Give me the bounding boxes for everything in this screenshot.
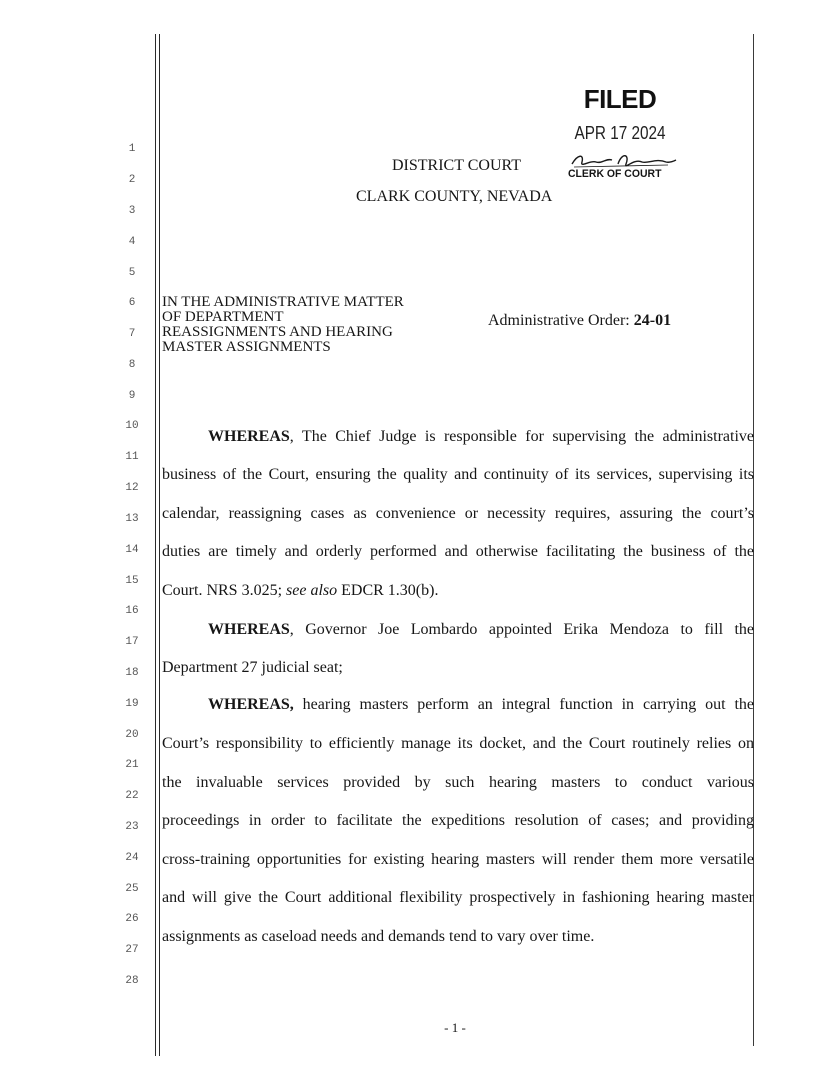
paragraph-2-line: Department 27 judicial seat; (162, 659, 343, 676)
line-number: 18 (125, 667, 139, 679)
clerk-of-court-label: CLERK OF COURT (568, 168, 662, 180)
line-number: 27 (125, 944, 139, 956)
case-caption (162, 295, 462, 355)
filed-stamp (555, 84, 685, 144)
county-name: CLARK COUNTY, NEVADA (356, 188, 553, 205)
line-number: 21 (125, 759, 139, 771)
caption-line: OF DEPARTMENT (162, 309, 284, 325)
line-number: 8 (128, 359, 136, 371)
line-number: 3 (128, 205, 136, 217)
order-number: 24-01 (633, 312, 672, 329)
line-number: 13 (125, 513, 139, 525)
line-number: 25 (125, 883, 139, 895)
paragraph-1-line: business of the Court, ensuring the quality and continuity of its services, supervising its (162, 466, 754, 483)
text-run: hearing masters perform an integral function in carrying out the (293, 696, 754, 713)
line-number: 1 (128, 143, 136, 155)
paragraph-1-line (162, 582, 754, 600)
line-number: 12 (125, 482, 139, 494)
left-margin-rule (155, 34, 156, 1056)
court-name: DISTRICT COURT (392, 157, 521, 174)
paragraph-3-line (162, 696, 754, 714)
paragraph-3-line: cross-training opportunities for existing hearing masters will render them more versatile (162, 851, 754, 868)
filed-date: APR 17 2024 (574, 123, 666, 143)
line-number: 17 (125, 636, 139, 648)
text-run: , The Chief Judge is responsible for supervising the administrative (289, 428, 754, 445)
line-number: 19 (125, 698, 139, 710)
paragraph-1-line: duties are timely and orderly performed and otherwise facilitating the business of the (162, 543, 754, 560)
italic-citation: see also (286, 582, 338, 599)
paragraph-3-line: assignments as caseload needs and demands tend to vary over time. (162, 928, 595, 945)
paragraph-1-line (162, 428, 754, 446)
paragraph-2-line (162, 621, 754, 639)
paragraph-3-line: Court’s responsibility to efficiently manage its docket, and the Court routinely relies on (162, 735, 754, 752)
line-number: 20 (125, 729, 139, 741)
line-number: 5 (128, 267, 136, 279)
line-number: 2 (128, 174, 136, 186)
left-margin-rule-inner (159, 34, 160, 1056)
caption-line: IN THE ADMINISTRATIVE MATTER (162, 294, 404, 310)
order-label: Administrative Order: (488, 312, 630, 329)
paragraph-3-line: the invaluable services provided by such hearing masters to conduct various (162, 774, 754, 791)
whereas-lead: WHEREAS (208, 621, 290, 638)
text-run: , Governor Joe Lombardo appointed Erika Mendoza to fill the (289, 621, 754, 638)
line-number: 11 (125, 451, 139, 463)
paragraph-3-line: and will give the Court additional flexibility prospectively in fashioning hearing master (162, 889, 754, 906)
line-number: 6 (128, 297, 136, 309)
caption-line: REASSIGNMENTS AND HEARING (162, 324, 393, 340)
line-number: 4 (128, 236, 136, 248)
line-number: 22 (125, 790, 139, 802)
line-number: 15 (125, 575, 139, 587)
administrative-order (488, 312, 671, 330)
paragraph-3-line: proceedings in order to facilitate the expeditions resolution of cases; and providing (162, 812, 754, 829)
line-number: 26 (125, 913, 139, 925)
whereas-lead: WHEREAS (208, 428, 290, 445)
filed-label: FILED (583, 84, 657, 114)
text-run: Court. NRS 3.025; (162, 582, 287, 599)
line-number: 9 (128, 390, 136, 402)
line-number: 23 (125, 821, 139, 833)
line-number: 28 (125, 975, 139, 987)
caption-line: MASTER ASSIGNMENTS (162, 339, 331, 355)
line-number: 24 (125, 852, 139, 864)
page-number: - 1 - (444, 1020, 466, 1035)
line-number: 14 (125, 544, 139, 556)
line-number: 7 (128, 328, 136, 340)
line-number: 16 (125, 605, 139, 617)
text-run: EDCR 1.30(b). (337, 582, 439, 599)
paragraph-1-line: calendar, reassigning cases as convenience or necessity requires, assuring the court’s (162, 505, 754, 522)
line-number: 10 (125, 420, 139, 432)
whereas-lead: WHEREAS, (208, 696, 294, 713)
